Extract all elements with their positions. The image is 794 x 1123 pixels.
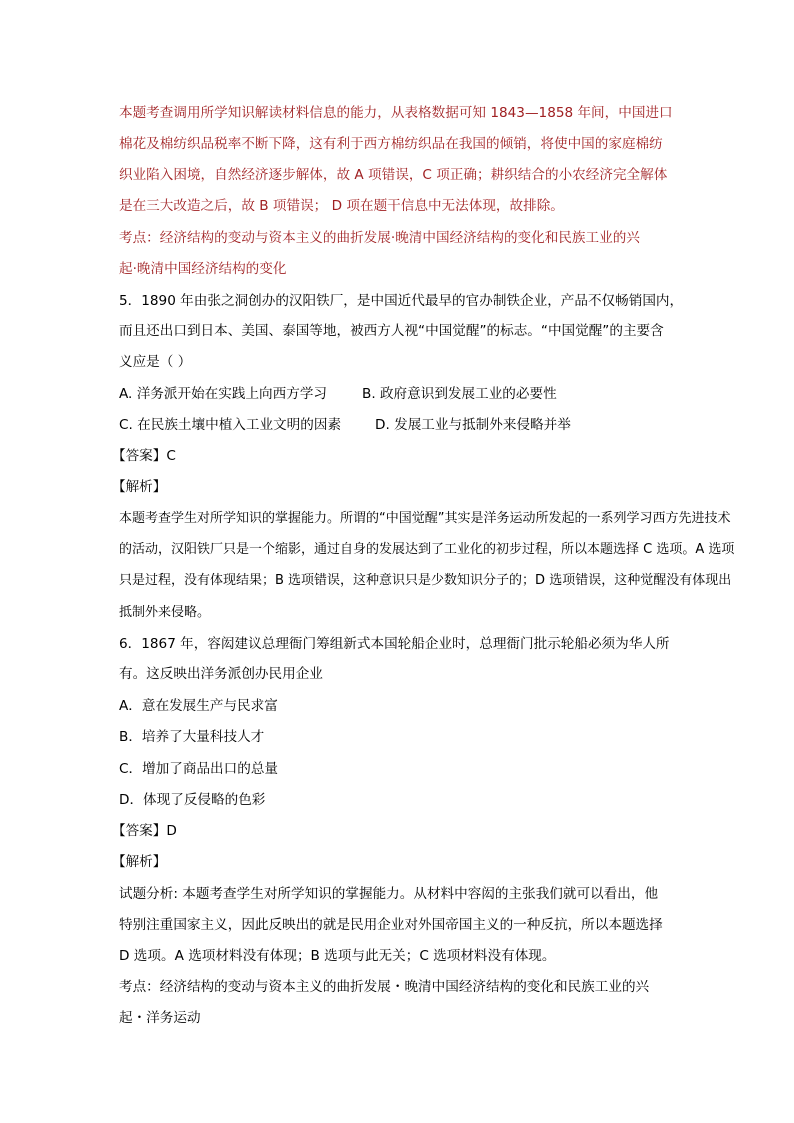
explanation-line-3: 织业陷入困境，自然经济逐步解体，故 A 项错误，C 项正确；耕织结合的小农经济完全解体 [119, 167, 668, 183]
explanation-line-1: 本题考查调用所学知识解读材料信息的能力，从表格数据可知 1843—1858 年间，中国进口 [119, 105, 673, 121]
q5-analysis-line-3: 只是过程，没有体现结果；B 选项错误，这种意识只是少数知识分子的；D 选项错误，这种觉醒没有体现出 [119, 573, 732, 588]
kaodian-line-2: 起·晚清中国经济结构的变化 [119, 261, 287, 277]
q6-kaodian-line-1: 考点：经济结构的变动与资本主义的曲折发展・晚清中国经济结构的变化和民族工业的兴 [119, 979, 650, 995]
kaodian-line-1: 考点：经济结构的变动与资本主义的曲折发展·晚清中国经济结构的变化和民族工业的兴 [119, 230, 640, 246]
q5-analysis-line-2: 的活动，汉阳铁厂只是一个缩影，通过自身的发展达到了工业化的初步过程，所以本题选择 C 选项。A 选项 [119, 542, 735, 557]
q5-option-b: B. 政府意识到发展工业的必要性 [362, 386, 557, 402]
q5-analysis-line-1: 本题考查学生对所学知识的掌握能力。所谓的“中国觉醒”其实是洋务运动所发起的一系列学习西方先进技术 [119, 511, 731, 526]
q5-answer: 【答案】C [112, 448, 176, 464]
q6-analysis-line-3: D 选项。A 选项材料没有体现；B 选项与此无关；C 选项材料没有体现。 [119, 948, 556, 964]
q5-stem-line-1: 5．1890 年由张之洞创办的汉阳铁厂，是中国近代最早的官办制铁企业，产品不仅畅销国内， [119, 293, 684, 309]
explanation-line-2: 棉花及棉纺织品税率不断下降，这有利于西方棉纺织品在我国的倾销，将使中国的家庭棉纺 [119, 136, 663, 152]
q5-analysis-label: 【解析】 [112, 479, 167, 495]
q6-stem-line-1: 6．1867 年，容闳建议总理衙门筹组新式本国轮船企业时，总理衙门批示轮船必须为华人所 [119, 636, 670, 652]
q5-stem-line-3: 义应是（ ） [119, 354, 192, 370]
q6-kaodian-line-2: 起・洋务运动 [119, 1010, 201, 1026]
explanation-line-4: 是在三大改造之后，故 B 项错误； D 项在题干信息中无法体现，故排除。 [119, 198, 564, 214]
q5-stem-line-2: 而且还出口到日本、美国、泰国等地，被西方人视“中国觉醒”的标志。“中国觉醒”的主要含 [119, 323, 664, 339]
q6-analysis-label: 【解析】 [112, 854, 167, 870]
q5-option-d: D. 发展工业与抵制外来侵略并举 [375, 417, 571, 433]
q6-option-a: A．意在发展生产与民求富 [119, 698, 278, 714]
q6-option-d: D．体现了反侵略的色彩 [119, 792, 266, 808]
q5-analysis-line-4: 抵制外来侵略。 [119, 605, 211, 620]
q5-option-c: C. 在民族土壤中植入工业文明的因素 [119, 417, 342, 433]
q6-answer: 【答案】D [112, 823, 177, 839]
q6-analysis-line-1: 试题分析: 本题考查学生对所学知识的掌握能力。从材料中容闳的主张我们就可以看出，他 [119, 886, 659, 902]
q6-option-b: B．培养了大量科技人才 [119, 729, 265, 745]
q6-stem-line-2: 有。这反映出洋务派创办民用企业 [119, 666, 323, 682]
q5-option-a: A. 洋务派开始在实践上向西方学习 [119, 386, 328, 402]
q6-analysis-line-2: 特别注重国家主义，因此反映出的就是民用企业对外国帝国主义的一种反抗，所以本题选择 [119, 917, 663, 933]
q6-option-c: C．增加了商品出口的总量 [119, 761, 279, 777]
